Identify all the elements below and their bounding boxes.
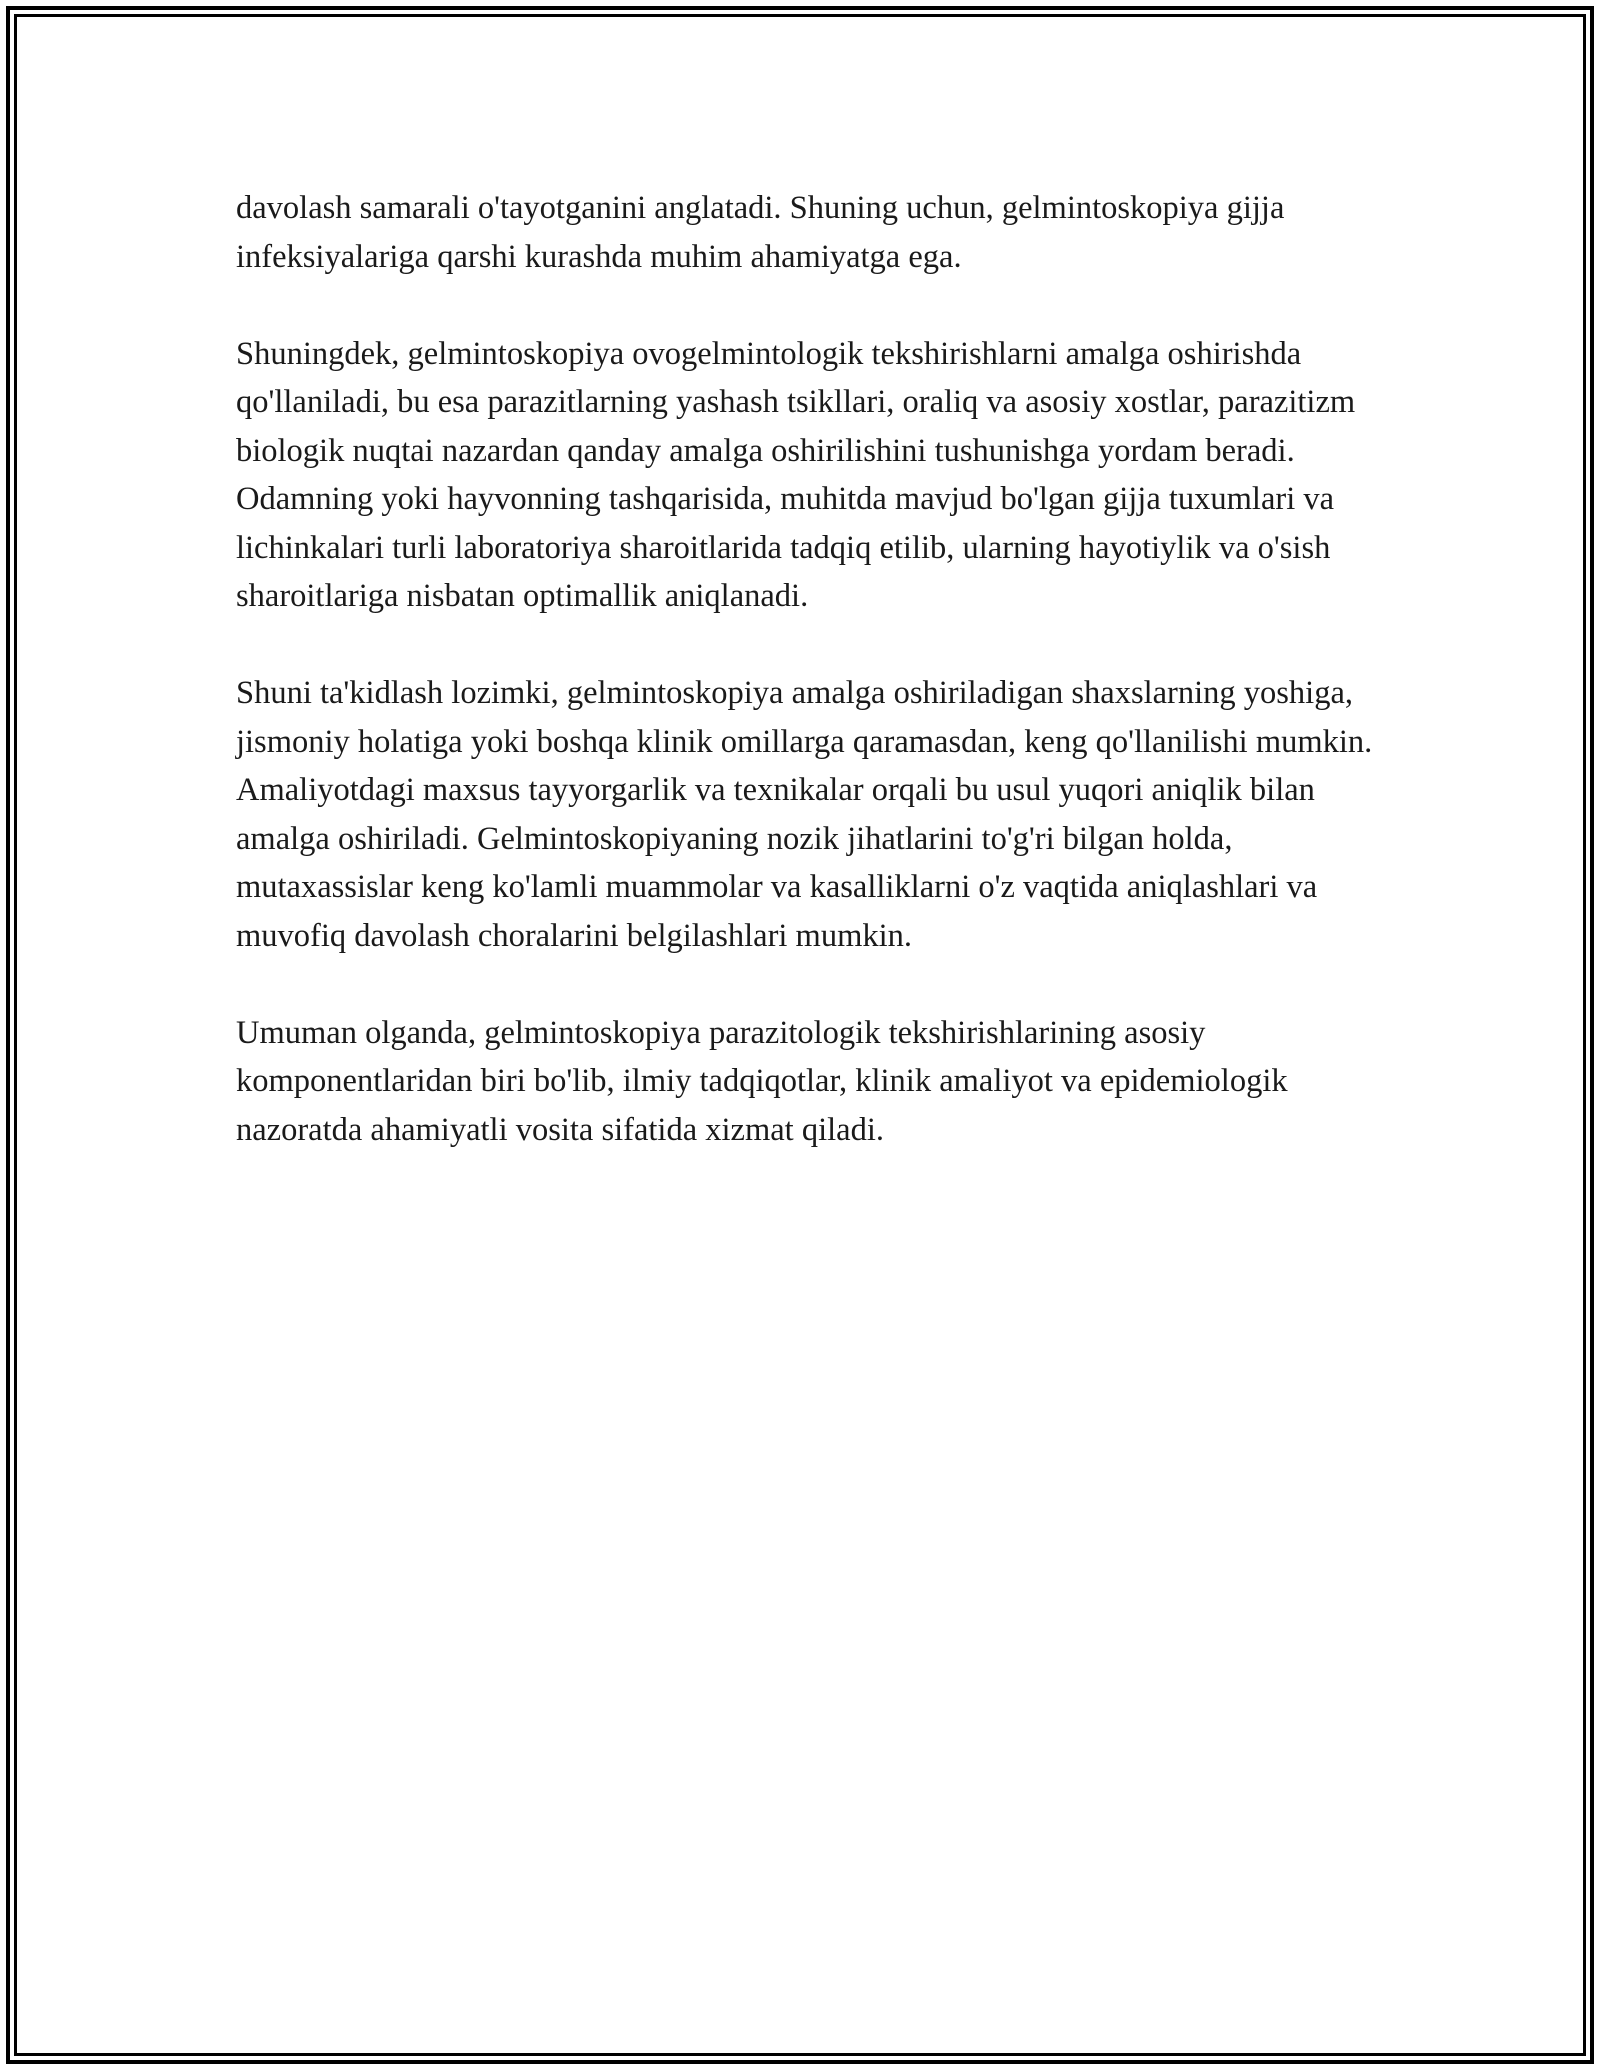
document-body — [236, 184, 1384, 1203]
paragraph: Umuman olganda, gelmintoskopiya parazitologik tekshirishlarining asosiy komponentlaridan biri bo'lib, ilmiy tadqiqotlar, klinik amaliyot va epidemiologik nazoratda ahamiyatli vosita sifatida xizmat qiladi. — [236, 1014, 1288, 1148]
paragraph: Shuningdek, gelmintoskopiya ovogelmintologik tekshirishlarni amalga oshirishda qo'llaniladi, bu esa parazitlarning yashash tsikllari, oraliq va asosiy xostlar, parazitizm biologik nuqtai nazardan qanday amalga oshirilishini tushunishga yordam beradi. Odamning yoki hayvonning tashqarisida, muhitda mavjud bo'lgan gijja tuxumlari va lichinkalari turli laboratoriya sharoitlarida tadqiq etilib, ularning hayotiylik va o'sish sharoitlariga nisbatan optimallik aniqlanadi. — [236, 335, 1356, 614]
paragraph: Shuni ta'kidlash lozimki, gelmintoskopiya amalga oshiriladigan shaxslarning yoshiga, jismoniy holatiga yoki boshqa klinik omillarga qaramasdan, keng qo'llanilishi mumkin. Amaliyotdagi maxsus tayyorgarlik va texnikalar orqali bu usul yuqori aniqlik bilan amalga oshiriladi. Gelmintoskopiyaning nozik jihatlarini to'g'ri bilgan holda, mutaxassislar keng ko'lamli muammolar va kasalliklarni o'z vaqtida aniqlashlari va muvofiq davolash choralarini belgilashlari mumkin. — [236, 675, 1373, 954]
paragraph: davolash samarali o'tayotganini anglatadi. Shuning uchun, gelmintoskopiya gijja infeksiyalariga qarshi kurashda muhim ahamiyatga ega. — [236, 190, 1285, 275]
